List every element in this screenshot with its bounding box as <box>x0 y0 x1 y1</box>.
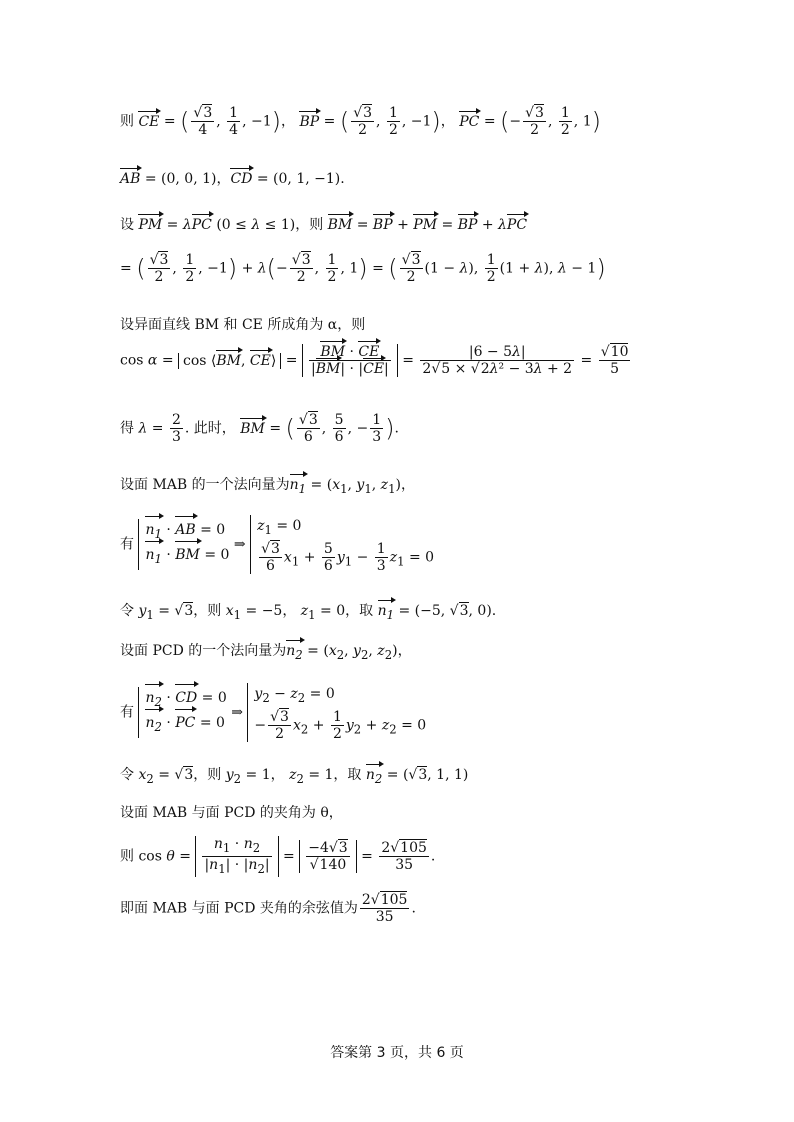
theta-setup: 设面 MAB 与面 PCD 的夹角为 θ， <box>120 805 343 821</box>
lambda-result: 得 λ = $\frac{2}{3}$ . 此时， BM = ( $\frac{√3}{6}$ , $\frac{5}{6}$ , − $\frac{1}{3}$ ). <box>120 412 399 445</box>
pm-definition: 设 PM = λPC (0 ≤ λ ≤ 1)，则 BM = BP + PM = BP + λPC <box>120 217 528 233</box>
normal-mab-setup: 设面 MAB 的一个法向量为$n_1 = (x_1$, $y_1$, $z_1$)， <box>120 477 415 496</box>
vector-definitions-1: 则 CE = ( $\frac{√3}{4}$ , $\frac{1}{4}$ , −1)， BP = ( $\frac{√3}{2}$ , $\frac{1}{2}$ , −1)， PC = (− $\frac{√3}{2}$ , $\frac{1}{2}$ , 1) <box>120 105 601 138</box>
final-answer: 即面 MAB 与面 PCD 夹角的余弦值为 $\frac{2√105}{35}$ . <box>120 892 416 925</box>
normal-mab-result: 令 $y_1 = √3$，则 $x_1 = -5$， $z_1 = 0$，取 $n_1 = (-5$, √3, 0). <box>120 603 497 622</box>
angle-setup: 设异面直线 BM 和 CE 所成角为 α，则 <box>120 317 366 333</box>
bm-expansion: = ( $\frac{√3}{2}$ , $\frac{1}{2}$ , −1) + λ(− $\frac{√3}{2}$ , $\frac{1}{2}$ , 1) = ( $\frac{√3}{2}$ (1 − λ), $\frac{1}{2}$ (1 + λ), λ − 1) <box>120 252 606 285</box>
normal-pcd-system: 有 $n_2$ · CD = 0 $n_2$ · PC = 0 ⇒ $y_2 - z_2 = 0$ − $\frac{√3}{2}$ $x_2$ + $\frac{1}{2}$ $y_2 + z_2 = 0$ <box>120 683 426 742</box>
cos-theta-equation: 则 cos θ = $\frac{n_1 \cdot n_2}{|n_1| \cdot |n_2|}$ = $\frac{-4√3}{√140}$ = $\frac{2√105}{35}$ . <box>120 836 436 876</box>
normal-mab-system: 有 $n_1$ · AB = 0 $n_1$ · BM = 0 ⇒ $z_1 = 0$ $\frac{√3}{6}$ $x_1$ + $\frac{5}{6}$ $y_1$ − $\frac{1}{3}$ $z_1 = 0$ <box>120 515 434 574</box>
normal-pcd-setup: 设面 PCD 的一个法向量为$n_2 = (x_2$, $y_2$, $z_2$)， <box>120 643 412 662</box>
prefix-ze: 则 <box>120 113 134 130</box>
normal-pcd-result: 令 $x_2 = √3$，则 $y_2 = 1$， $z_2 = 1$，取 $n_2 = (√3$, 1, 1) <box>120 767 469 786</box>
vector-definitions-2: AB = (0, 0, 1)，CD = (0, 1, −1). <box>120 171 345 187</box>
page-footer: 答案第 3 页，共 6 页 <box>330 1045 464 1061</box>
cos-alpha-equation: cos α = cos ⟨BM, CE⟩ = $\frac{BM \cdot CE}{|BM| \cdot |CE|}$ = $\frac{|6 - 5\lambda|}{\text{2√5 × √2λ² − 3λ + 2}}$ = $\frac{√10}{5}$ <box>120 344 629 377</box>
